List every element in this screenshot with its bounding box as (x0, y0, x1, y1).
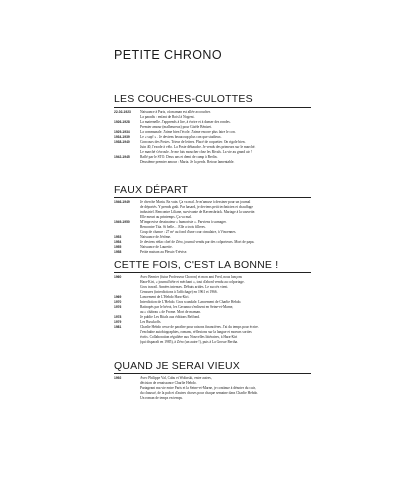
entry-text-line: Gros travail. Années intenses. Débuts arides. Le succès vient. (140, 285, 229, 289)
entry-text-line: Je cherche Maria. En vain. Ça va mal. Je m'amuse à dessiner pour un journal (140, 200, 251, 204)
entry-text (140, 110, 314, 120)
entry-text-line: Un roman de temps en temps. (140, 396, 183, 400)
entry-text-line: Petite maison au Plessis-Trévise. (140, 250, 188, 254)
entry-text-line: Censures (interdictions à l'affichage) en 1961 et 1966. (140, 290, 218, 294)
entry-text-line: Naissance de Laurette. (140, 245, 173, 249)
entry-date: 1942-1945 (114, 155, 130, 159)
section-heading: QUAND JE SERAI VIEUX (114, 360, 240, 372)
entry-text (140, 275, 314, 295)
entry-text-line: Rattrapés par le bévot, les Cavanna s'enlisent en Seine-et-Marne, (140, 305, 234, 309)
entry-text-line: Hara-Kiri, « journal bête et méchant », tout d'abord vendu au colportage. (140, 280, 245, 284)
entry-text-line: La maternelle. J'apprends à lire, à écrire et à danser des rondes. (140, 120, 231, 124)
entry-date: 22-02-1923 (114, 110, 131, 114)
entry-date: 1949-1950 (114, 220, 130, 224)
entry-text-line: Charlie Hebdo cesse de paraître pour raisons financières. J'ai du temps pour écrire. (140, 325, 259, 329)
entry-text-line: Avec Philippe Val, Cabu et Wolinski, entre autres, (140, 376, 212, 380)
page-title: PETITE CHRONO (114, 48, 222, 62)
section-heading: FAUX DÉPART (114, 184, 189, 196)
entry-text-line: Naissance à Paris, où maman est allée accoucher. (140, 110, 211, 114)
entry-date: 1934-1939 (114, 135, 130, 139)
entry-text-line: M'improvise dessinateur « humoriste ». Parviens à surnager. (140, 220, 227, 224)
chronology-entry (114, 305, 314, 315)
entry-text-line: industriel. Rencontre Liliane, survivante de Ravensbrück. Mariage à la sauvette. (140, 210, 256, 214)
entry-text-line: La communale. J'aime bien l'école. J'aime encore plus faire le con. (140, 130, 236, 134)
entry-text (140, 305, 314, 315)
entry-text (140, 220, 314, 235)
entry-date: 1958 (114, 250, 122, 254)
chronology-entry (114, 250, 314, 255)
entry-date: 1938-1940 (114, 140, 130, 144)
entry-date: 1981 (114, 325, 122, 329)
chronology-entry (114, 120, 314, 130)
section-rule (114, 197, 311, 198)
entry-date: 1960 (114, 275, 122, 279)
entry-date: 1976 (114, 305, 122, 309)
section-entries (114, 200, 314, 255)
entry-text-line: Avec Bernier (futur Professeur Choron) et mon ami Fred, nous lançons (140, 275, 243, 279)
section-entries (114, 275, 314, 345)
entry-text (140, 250, 314, 255)
entry-date: 1954 (114, 240, 122, 244)
entry-text (140, 325, 314, 345)
entry-text-line: Partageant ma vie entre Paris et la Seine-et-Marne, je continue à dénoter du cuir, (140, 386, 256, 390)
entry-text (140, 155, 314, 165)
entry-text-line: Rencontre Tita. Si belle… Elle a trois filleres. (140, 225, 206, 229)
chronology-entry (114, 200, 314, 220)
section-heading: CETTE FOIS, C'EST LA BONNE ! (114, 259, 279, 271)
entry-text-line: Elle meurt au printemps. Ça va mal. (140, 215, 192, 219)
entry-text (140, 376, 314, 401)
entry-date: 1946-1949 (114, 200, 130, 204)
entry-text-line: Lancement de L'Hebdo Hara-Kiri. (140, 295, 190, 299)
chronology-entry (114, 220, 314, 235)
section-rule (114, 272, 311, 273)
entry-text-line: Concours des Postes. Trieur de lettres. Placé de coquetier. On rigole bien. (140, 140, 246, 144)
section-entries (114, 376, 314, 401)
entry-text-line: écrits. Collaboration régulière aux Nouvelles littéraires, à Hara-Kiri (140, 335, 238, 339)
entry-date: 1955 (114, 245, 122, 249)
entry-text-line: de déportés. Y prends goût. Par hasard, je deviens petit technicien et chauffage (140, 205, 253, 209)
entry-date: 1978 (114, 315, 122, 319)
entry-text-line: Juin 40, l'exode à vélo. La Poste débauche. Je vends des primeurs sur le marché. (140, 145, 256, 149)
entry-text (140, 140, 314, 155)
section-rule (114, 107, 311, 108)
entry-date: 1926-1928 (114, 120, 130, 124)
entry-text-line: Je deviens rédac chef de Zéro, journal vendu par des colporteurs. Mort de papa. (140, 240, 255, 244)
entry-text-line: au « château » de Frome. Mort de maman. (140, 310, 201, 314)
entry-text (140, 120, 314, 130)
chronology-entry (114, 140, 314, 155)
chronology-entry (114, 376, 314, 401)
entry-text-line: Je publie Les Ritals aux éditions Belfond. (140, 315, 200, 319)
entry-text-line: Naissance de Jérôme. (140, 235, 172, 239)
entry-date: 1979 (114, 320, 122, 324)
entry-text-line: Deuxième premier amour : Maria. Je la perds. Retour lamentable. (140, 160, 235, 164)
entry-text-line: Premier amour (malheureux) pour Gisèle Bénizet. (140, 125, 213, 129)
entry-text-line: J'enchaîne autobiographies, romans, réflexions sur la langue et moeurs sorties (140, 330, 252, 334)
entry-date: 1969 (114, 295, 122, 299)
section-rule (114, 373, 311, 374)
chronology-entry (114, 275, 314, 295)
entry-text-line: Coup de chance : 27 m² au fond d'une cour cimulaire, à Vincennes. (140, 230, 237, 234)
entry-text-line: du chaussé, de la pub et d'autres choses pour chaque semaine dans Charlie Hebdo. (140, 391, 259, 395)
entry-text (140, 200, 314, 220)
entry-text-line: Le « sup! » . Je deviens beaucoup plus con que studieux. (140, 135, 222, 139)
chronology-entry (114, 325, 314, 345)
section-heading: LES COUCHES-CULOTTES (114, 93, 253, 105)
entry-text-line: Les Russkoffs. (140, 320, 162, 324)
entry-text-line: Interdiction de L'Hebdo. Gros scandale. Lancement de Charlie Hebdo. (140, 300, 242, 304)
section-entries (114, 110, 314, 165)
entry-date: 1992 (114, 376, 122, 380)
entry-text-line: (qui disparaît en 1985), à Zéro (un autre !), puis à La Grosse Bertha. (140, 340, 238, 344)
entry-text-line: Le marché s'écroule. Je me fais moucher chez les Rivals. La vie au grand air ! (140, 150, 252, 154)
chronology-entry (114, 155, 314, 165)
entry-text-line: La paradis : enfant de Roisl à Nogent. (140, 115, 195, 119)
entry-text-line: Raflé par le STO. Deux ans et demi de camp à Berlin. (140, 155, 218, 159)
entry-date: 1970 (114, 300, 122, 304)
entry-date: 1953 (114, 235, 122, 239)
chronology-entry (114, 110, 314, 120)
entry-date: 1929-1934 (114, 130, 130, 134)
entry-text-line: décision de renaissance Charlie Hebdo. (140, 381, 197, 385)
